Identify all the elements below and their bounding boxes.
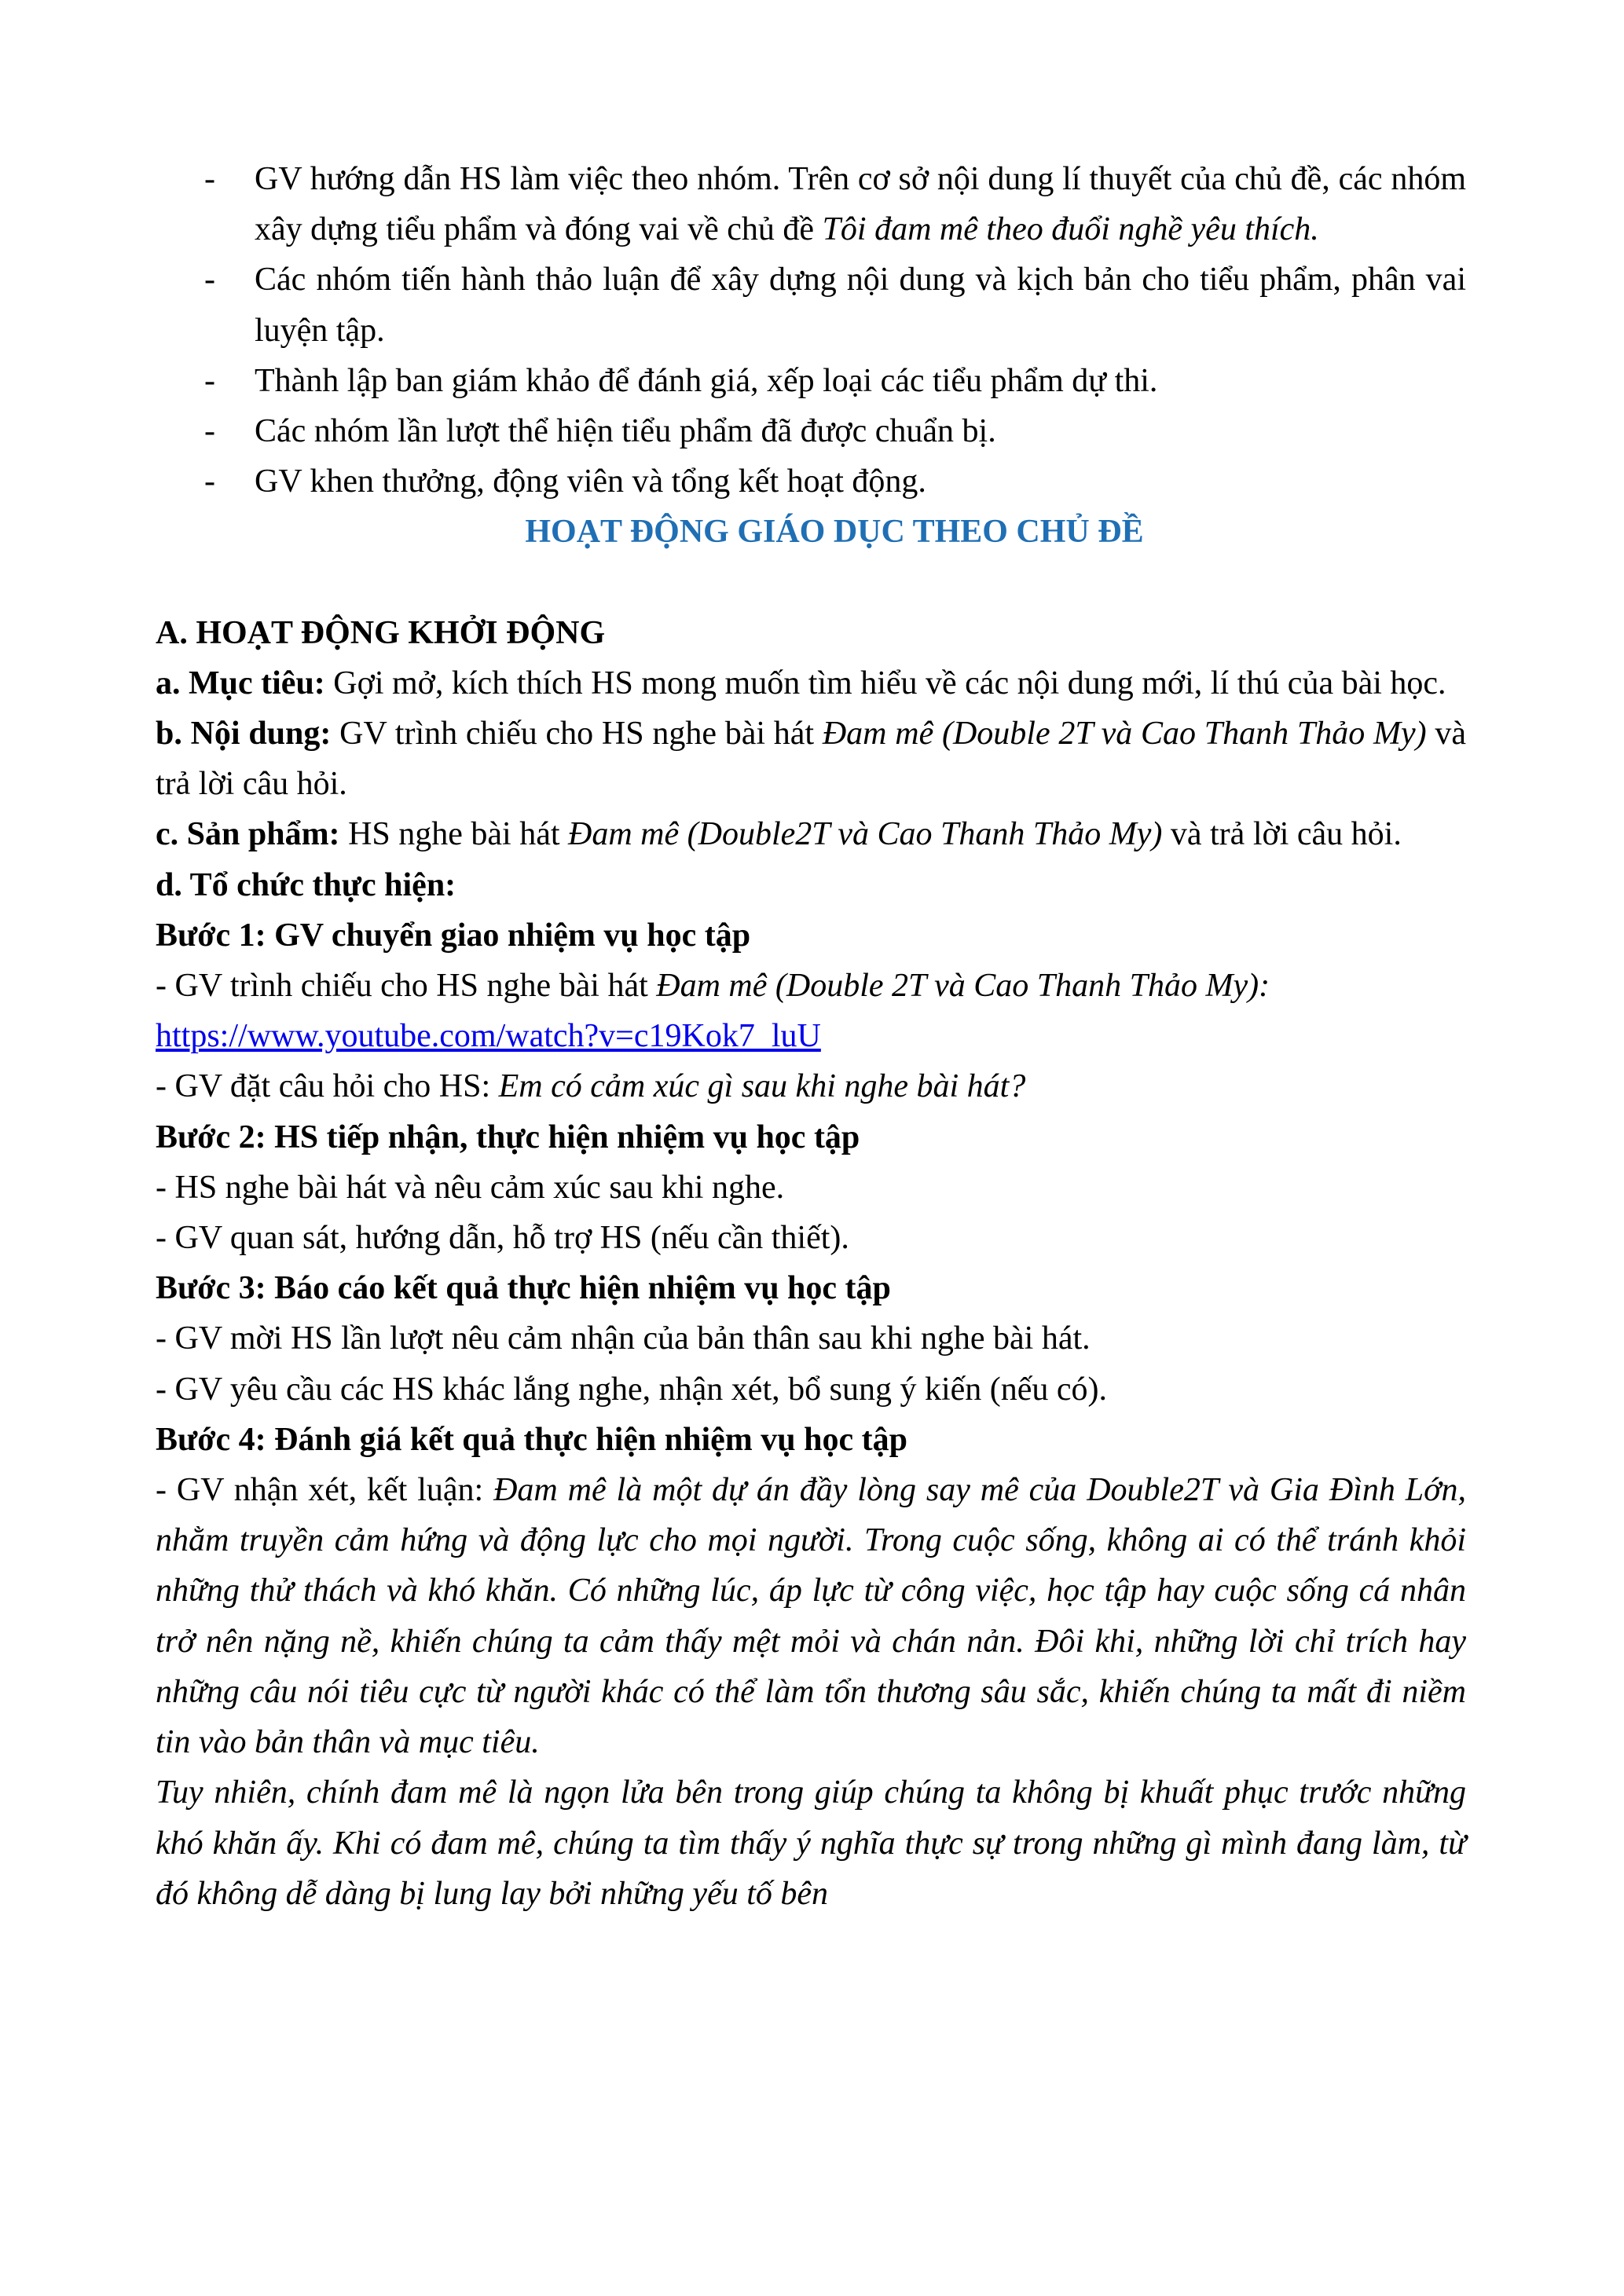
step4-conclusion: - GV nhận xét, kết luận: Đam mê là một dự án đầy lòng say mê của Double2T và Gia Đình Lớn, nhằm truyền cảm hứng và động lực cho mọi người. Trong cuộc sống, không ai có thể tránh khỏi những thử thách và khó khăn. Có những lúc, áp lực từ công việc, học tập hay cuộc sống cá nhân trở nên nặng nề, khiến chúng ta cảm thấy mệt mỏi và chán nản. Đôi khi, những lời chỉ trích hay những câu nói tiêu cực từ người khác có thể làm tổn thương sâu sắc, khiến chúng ta mất đi niềm tin vào bản thân và mục tiêu.	[156, 1472, 1466, 1761]
main-heading: HOẠT ĐỘNG GIÁO DỤC THEO CHỦ ĐỀ	[525, 514, 1144, 551]
step2-line: - HS nghe bài hát và nêu cảm xúc sau khi nghe.	[156, 1169, 785, 1206]
intro-bullet-list	[156, 154, 1466, 507]
step1-question: - GV đặt câu hỏi cho HS: Em có cảm xúc gì sau khi nghe bài hát?	[156, 1068, 1026, 1105]
muc-tieu-paragraph: a. Mục tiêu: Gợi mở, kích thích HS mong muốn tìm hiểu về các nội dung mới, lí thú của bài học.	[156, 665, 1446, 701]
step1-link-line	[156, 1011, 1466, 1061]
step4-title: Bước 4: Đánh giá kết quả thực hiện nhiệm vụ học tập	[156, 1421, 907, 1458]
step3-title: Bước 3: Báo cáo kết quả thực hiện nhiệm vụ học tập	[156, 1270, 891, 1307]
bullet-dash: -	[204, 463, 215, 500]
list-item: - GV khen thưởng, động viên và tổng kết hoạt động.	[156, 456, 1466, 507]
bullet-dash: -	[204, 262, 215, 298]
to-chuc-heading: d. Tổ chức thực hiện:	[156, 866, 456, 903]
step2-title: Bước 2: HS tiếp nhận, thực hiện nhiệm vụ học tập	[156, 1119, 860, 1155]
step1-line: - GV trình chiếu cho HS nghe bài hát Đam mê (Double 2T và Cao Thanh Thảo My):	[156, 968, 1270, 1005]
step3-line: - GV yêu cầu các HS khác lắng nghe, nhận xét, bổ sung ý kiến (nếu có).	[156, 1371, 1108, 1408]
youtube-link[interactable]: https://www.youtube.com/watch?v=c19Kok7_luU	[156, 1018, 821, 1055]
step4-continuation: Tuy nhiên, chính đam mê là ngọn lửa bên trong giúp chúng ta không bị khuất phục trước những khó khăn ấy. Khi có đam mê, chúng ta tìm thấy ý nghĩa thực sự trong những gì mình đang làm, từ đó không dễ dàng bị lung lay bởi những yếu tố bên	[156, 1774, 1466, 1912]
bullet-dash: -	[204, 362, 215, 399]
list-item: - Các nhóm tiến hành thảo luận để xây dựng nội dung và kịch bản cho tiểu phẩm, phân vai luyện tập.	[156, 255, 1466, 355]
list-item: - GV hướng dẫn HS làm việc theo nhóm. Trên cơ sở nội dung lí thuyết của chủ đề, các nhóm xây dựng tiểu phẩm và đóng vai về chủ đề Tôi đam mê theo đuổi nghề yêu thích.	[156, 154, 1466, 255]
document-page	[156, 154, 1466, 1919]
bullet-dash: -	[204, 413, 215, 450]
list-item: - Các nhóm lần lượt thể hiện tiểu phẩm đã được chuẩn bị.	[156, 406, 1466, 456]
list-item: - Thành lập ban giám khảo để đánh giá, xếp loại các tiểu phẩm dự thi.	[156, 356, 1466, 406]
step1-title: Bước 1: GV chuyển giao nhiệm vụ học tập	[156, 917, 751, 954]
san-pham-paragraph: c. Sản phẩm: HS nghe bài hát Đam mê (Double2T và Cao Thanh Thảo My) và trả lời câu hỏi.	[156, 816, 1402, 853]
bullet-dash: -	[204, 161, 215, 197]
step3-line: - GV mời HS lần lượt nêu cảm nhận của bản thân sau khi nghe bài hát.	[156, 1320, 1091, 1357]
section-a-title: A. HOẠT ĐỘNG KHỞI ĐỘNG	[156, 614, 606, 651]
noi-dung-paragraph: b. Nội dung: GV trình chiếu cho HS nghe bài hát Đam mê (Double 2T và Cao Thanh Thảo My) và trả lời câu hỏi.	[156, 716, 1466, 803]
step2-line: - GV quan sát, hướng dẫn, hỗ trợ HS (nếu cần thiết).	[156, 1220, 849, 1257]
